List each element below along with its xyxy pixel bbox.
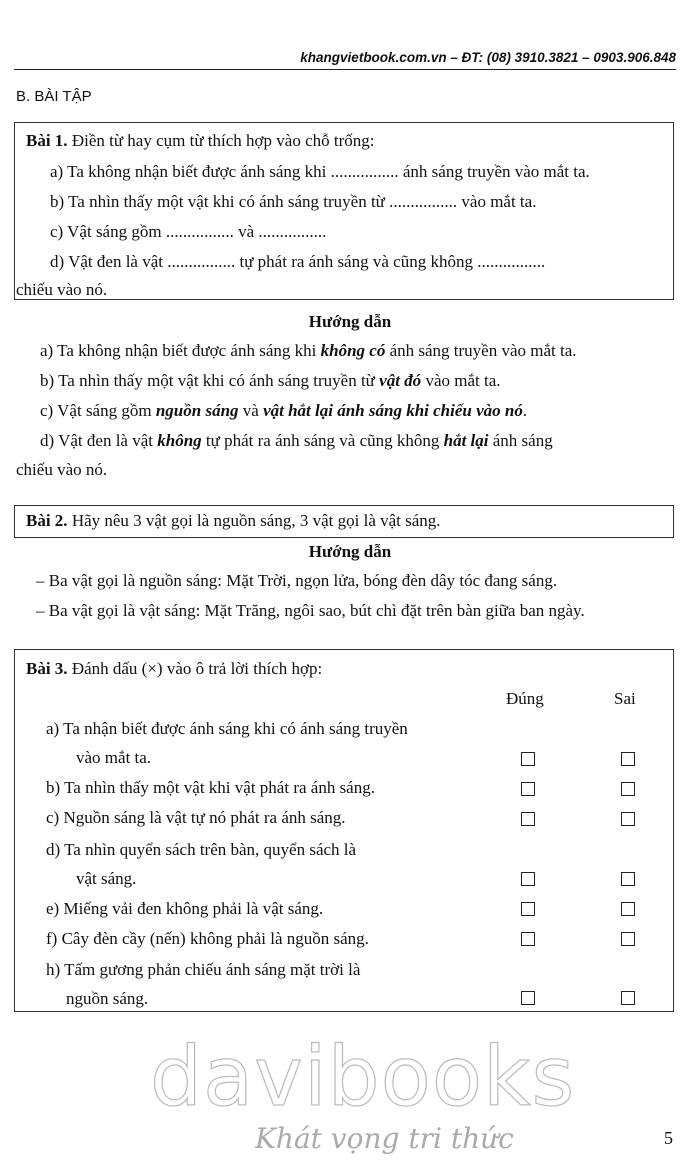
column-dung: Đúng xyxy=(506,689,544,708)
exercise-1-item-d: d) Vật đen là vật ................ tự phát ra ánh sáng và cũng không ................ xyxy=(50,252,546,271)
exercise-1-item-a: a) Ta không nhận biết được ánh sáng khi ................ ánh sáng truyền vào mắt ta. xyxy=(50,162,590,181)
exercise-3-item-e: e) Miếng vải đen không phải là vật sáng. xyxy=(46,899,324,918)
answer-2-line-1: – Ba vật gọi là nguồn sáng: Mặt Trời, ngọn lửa, bóng đèn dây tóc đang sáng. xyxy=(36,571,558,590)
exercise-3-item-f: f) Cây đèn cầy (nến) không phải là nguồn sáng. xyxy=(46,929,369,948)
section-title: B. BÀI TẬP xyxy=(16,88,92,105)
exercise-3-item-h: h) Tấm gương phản chiếu ánh sáng mặt trời là xyxy=(46,960,361,979)
watermark-tagline: Khát vọng tri thức xyxy=(255,1122,514,1155)
column-sai: Sai xyxy=(614,689,636,708)
exercise-1-item-b: b) Ta nhìn thấy một vật khi có ánh sáng truyền từ ................ vào mắt ta. xyxy=(50,192,537,211)
exercise-1-prompt: Bài 1. Điền từ hay cụm từ thích hợp vào chỗ trống: xyxy=(26,131,375,150)
answer-1-b: b) Ta nhìn thấy một vật khi có ánh sáng truyền từ vật đó vào mắt ta. xyxy=(40,371,501,390)
answer-1-c: c) Vật sáng gồm nguồn sáng và vật hắt lại ánh sáng khi chiếu vào nó. xyxy=(40,401,528,420)
exercise-3-item-d: d) Ta nhìn quyển sách trên bàn, quyển sách là xyxy=(46,840,357,859)
exercise-2-prompt: Bài 2. Hãy nêu 3 vật gọi là nguồn sáng, 3 vật gọi là vật sáng. xyxy=(26,511,441,530)
answer-1-a: a) Ta không nhận biết được ánh sáng khi không có ánh sáng truyền vào mắt ta. xyxy=(40,341,577,360)
checkbox-h-sai[interactable] xyxy=(621,991,635,1005)
exercise-3-item-c: c) Nguồn sáng là vật tự nó phát ra ánh sáng. xyxy=(46,808,346,827)
checkbox-c-dung[interactable] xyxy=(521,812,535,826)
exercise-3-item-h-cont: nguồn sáng. xyxy=(66,989,149,1008)
checkbox-f-sai[interactable] xyxy=(621,932,635,946)
guide-1-title: Hướng dẫn xyxy=(308,312,392,331)
checkbox-c-sai[interactable] xyxy=(621,812,635,826)
watermark-logo: davibooks xyxy=(150,1030,576,1125)
exercise-3-item-a-cont: vào mắt ta. xyxy=(76,748,152,767)
exercise-3-item-d-cont: vật sáng. xyxy=(76,869,137,888)
answer-1-d: d) Vật đen là vật không tự phát ra ánh sáng và cũng không hắt lại ánh sáng xyxy=(40,431,553,450)
answer-1-d-cont: chiếu vào nó. xyxy=(16,460,108,479)
answer-2-line-2: – Ba vật gọi là vật sáng: Mặt Trăng, ngôi sao, bút chì đặt trên bàn giữa ban ngày. xyxy=(36,601,585,620)
checkbox-e-sai[interactable] xyxy=(621,902,635,916)
exercise-1-item-d-cont: chiếu vào nó. xyxy=(16,280,108,299)
guide-2-title: Hướng dẫn xyxy=(308,542,392,561)
exercise-3-prompt: Bài 3. Đánh dấu (×) vào ô trả lời thích hợp: xyxy=(26,659,323,678)
checkbox-d-dung[interactable] xyxy=(521,872,535,886)
checkbox-f-dung[interactable] xyxy=(521,932,535,946)
exercise-3-item-a: a) Ta nhận biết được ánh sáng khi có ánh sáng truyền xyxy=(46,719,408,738)
checkbox-e-dung[interactable] xyxy=(521,902,535,916)
exercise-3-box xyxy=(14,649,674,1012)
page-number: 5 xyxy=(664,1128,673,1148)
checkbox-b-dung[interactable] xyxy=(521,782,535,796)
checkbox-b-sai[interactable] xyxy=(621,782,635,796)
exercise-1-item-c: c) Vật sáng gồm ................ và ................ xyxy=(50,222,327,241)
checkbox-a-sai[interactable] xyxy=(621,752,635,766)
checkbox-h-dung[interactable] xyxy=(521,991,535,1005)
page-header: khangvietbook.com.vn – ĐT: (08) 3910.3821 – 0903.906.848 xyxy=(14,50,676,70)
exercise-3-item-b: b) Ta nhìn thấy một vật khi vật phát ra ánh sáng. xyxy=(46,778,375,797)
checkbox-a-dung[interactable] xyxy=(521,752,535,766)
checkbox-d-sai[interactable] xyxy=(621,872,635,886)
